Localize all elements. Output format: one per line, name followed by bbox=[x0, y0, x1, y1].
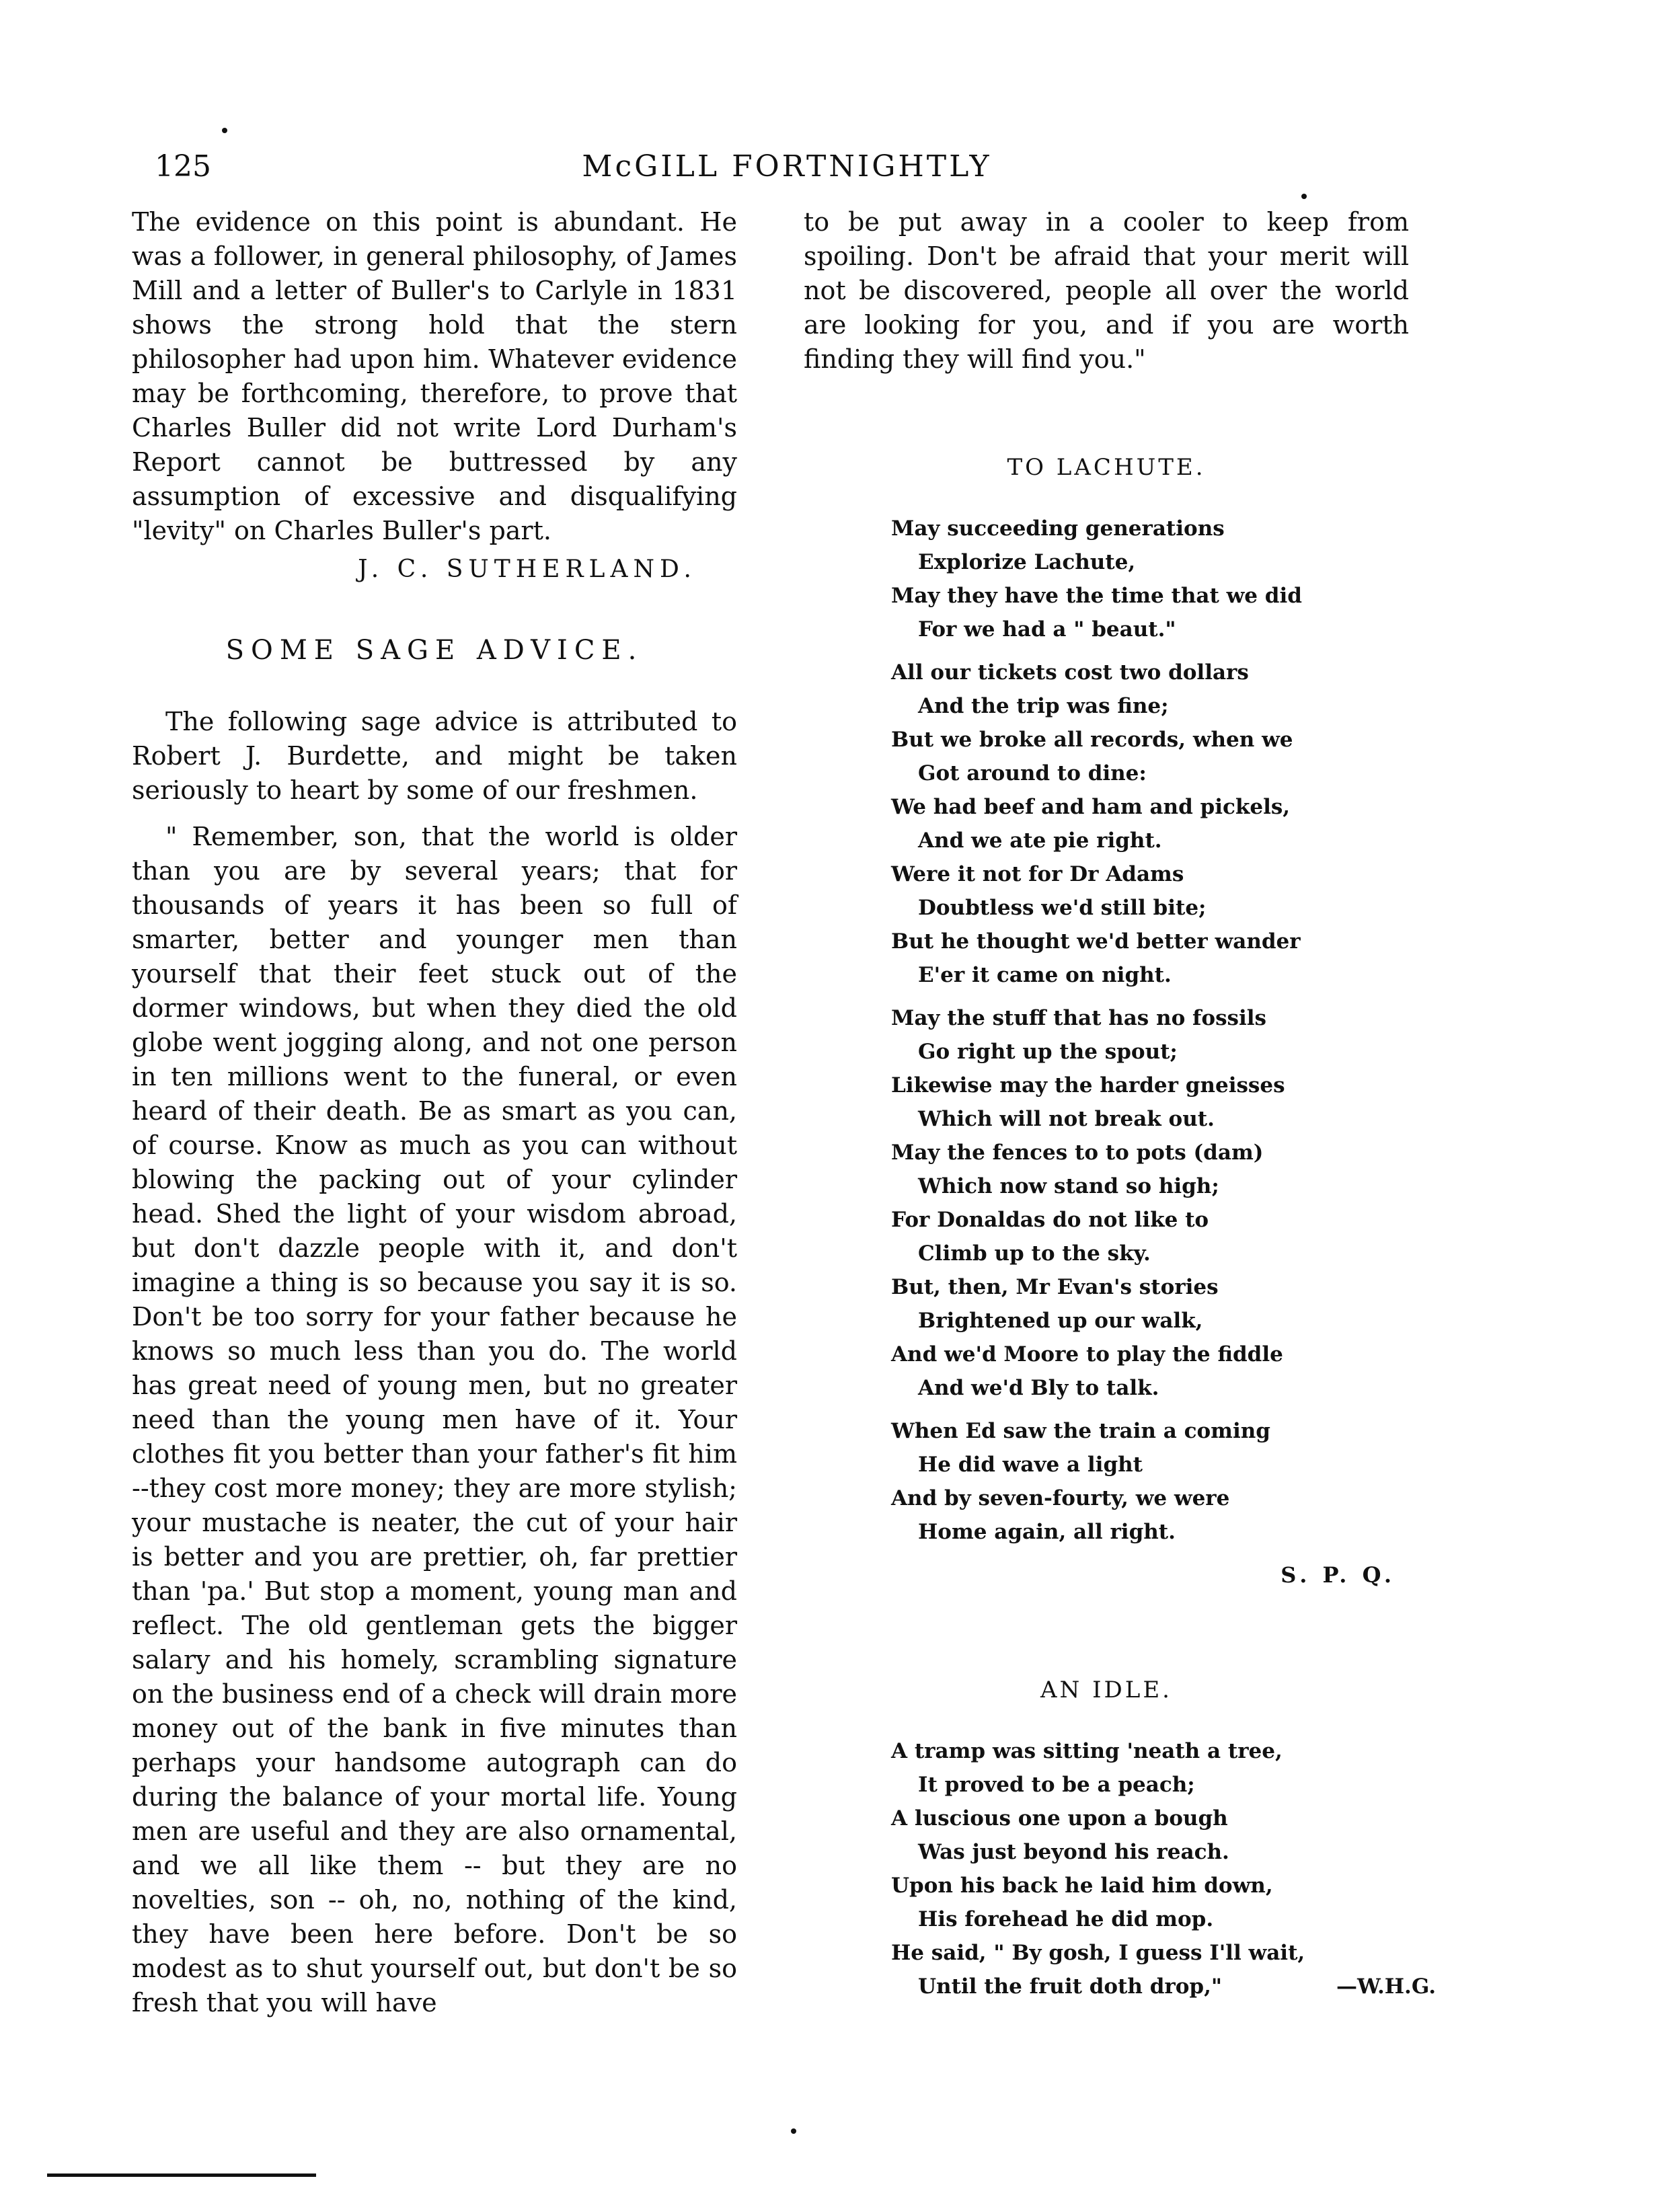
poem-title: TO LACHUTE. bbox=[1007, 454, 1206, 481]
poem-line: Which now stand so high; bbox=[918, 1174, 1219, 1198]
poem-line: Home again, all right. bbox=[918, 1520, 1176, 1544]
poem-line: When Ed saw the train a coming bbox=[891, 1419, 1270, 1443]
poem-line: May they have the time that we did bbox=[891, 584, 1302, 608]
poem-line: A tramp was sitting 'neath a tree, bbox=[891, 1739, 1283, 1763]
poem-line: For Donaldas do not like to bbox=[891, 1208, 1209, 1232]
poem-line: May the fences to to pots (dam) bbox=[891, 1141, 1264, 1165]
poem-line: We had beef and ham and pickels, bbox=[891, 795, 1291, 819]
section-title: SOME SAGE ADVICE. bbox=[225, 635, 644, 666]
right-column bbox=[804, 205, 1436, 2003]
poem-line: But we broke all records, when we bbox=[891, 728, 1293, 752]
poem-line: Upon his back he laid him down, bbox=[891, 1874, 1273, 1898]
poem-title: AN IDLE. bbox=[1040, 1677, 1172, 1703]
poem-line: For we had a " beaut." bbox=[918, 617, 1176, 642]
poem-line: And we ate pie right. bbox=[918, 829, 1162, 853]
poem-line: Which will not break out. bbox=[918, 1107, 1215, 1131]
page-number: 125 bbox=[155, 149, 211, 184]
poem-stanza bbox=[891, 1001, 1409, 1405]
poem-line: And the trip was fine; bbox=[918, 694, 1169, 718]
poem-line: May succeeding generations bbox=[891, 516, 1225, 541]
poem-line: Was just beyond his reach. bbox=[918, 1840, 1229, 1864]
left-column bbox=[132, 205, 737, 2020]
poem-stanza bbox=[891, 1414, 1409, 1549]
intro-paragraph: The following sage advice is attributed to Robert J. Burdette, and might be taken seriously to heart by some of our freshmen. bbox=[132, 707, 737, 805]
poem-an-idle bbox=[804, 1734, 1436, 2003]
poem-line: His forehead he did mop. bbox=[918, 1907, 1214, 1931]
poem-line: But, then, Mr Evan's stories bbox=[891, 1275, 1219, 1299]
advice-continued: to be put away in a cooler to keep from spoiling. Don't be afraid that your merit will not be discovered, people all over the world are looking for you, and if you are worth finding they will find you." bbox=[804, 207, 1409, 374]
running-title: McGILL FORTNIGHTLY bbox=[582, 149, 992, 184]
poem-stanza bbox=[891, 512, 1409, 646]
speck-mark bbox=[1301, 194, 1307, 199]
poem-line: Were it not for Dr Adams bbox=[891, 862, 1184, 886]
speck-mark bbox=[791, 2128, 796, 2134]
opening-paragraph: The evidence on this point is abundant. He was a follower, in general philosophy, of James Mill and a letter of Buller's to Carlyle in 1831 shows the strong hold that the stern philosopher had upon him. Whatever evidence may be forthcoming, therefore, to prove that Charles Buller did not write Lord Durham's Report cannot be buttressed by any assumption of excessive and disqualifying "levity" on Charles Buller's part. bbox=[132, 207, 737, 545]
speck-mark bbox=[222, 128, 227, 133]
footer-rule bbox=[47, 2173, 316, 2177]
poem-line: All our tickets cost two dollars bbox=[891, 660, 1249, 685]
poem-line: He did wave a light bbox=[918, 1453, 1143, 1477]
poem-line: Climb up to the sky. bbox=[918, 1241, 1151, 1266]
poem-line: But he thought we'd better wander bbox=[891, 929, 1301, 954]
poem-line: Likewise may the harder gneisses bbox=[891, 1073, 1285, 1098]
poem-stanza bbox=[891, 656, 1409, 992]
poem-line: It proved to be a peach; bbox=[918, 1773, 1195, 1797]
poem-line: Go right up the spout; bbox=[918, 1040, 1178, 1064]
advice-paragraph: " Remember, son, that the world is older than you are by several years; that for thousands of years it has been so full of smarter, better and younger men than yourself that their feet stuck out of the dormer windows, but when they died the old globe went jogging along, and not one person in ten millions went to the funeral, or even heard of their death. Be as smart as you can, of course. Know as much as you can without blowing the packing out of your cylinder head. Shed the light of your wisdom abroad, but don't dazzle people with it, and don't imagine a thing is so because you say it is so. Don't be too sorry for your father because he knows so much less than you do. The world has great need of young men, but no greater need than the young men have of it. Your clothes fit you better than your father's fit him --they cost more money; they are more stylish; your mustache is neater, the cut of your hair is better and you are prettier, oh, far prettier than 'pa.' But stop a moment, young man and reflect. The old gentleman gets the bigger salary and his homely, scrambling signature on the business end of a check will drain more money out of the bank in five minutes than perhaps your handsome autograph can do during the balance of your mortal life. Young men are useful and they are also ornamental, and we all like them -- but they are no novelties, son -- oh, no, nothing of the kind, they have been here before. Don't be so modest as to shut yourself out, but don't be so fresh that you will have bbox=[132, 822, 737, 2017]
poem-line: Got around to dine: bbox=[918, 761, 1147, 785]
poem-line: And we'd Moore to play the fiddle bbox=[891, 1342, 1283, 1367]
poem-line: And we'd Bly to talk. bbox=[918, 1376, 1159, 1400]
poem-line: And by seven-fourty, we were bbox=[891, 1486, 1230, 1510]
poem-signature: S. P. Q. bbox=[1281, 1562, 1396, 1588]
poem-last-line bbox=[891, 1970, 1436, 2003]
poem-line: E'er it came on night. bbox=[918, 963, 1172, 987]
article-signature: J. C. SUTHERLAND. bbox=[358, 555, 697, 583]
poem-line-text: Until the fruit doth drop," bbox=[918, 1974, 1223, 1999]
page-header bbox=[155, 149, 1419, 190]
poem-line: Explorize Lachute, bbox=[918, 550, 1136, 574]
poem-signature: —W.H.G. bbox=[1336, 1974, 1436, 1999]
poem-line: Doubtless we'd still bite; bbox=[918, 896, 1207, 920]
poem-line: He said, " By gosh, I guess I'll wait, bbox=[891, 1941, 1305, 1965]
poem-to-lachute bbox=[804, 512, 1409, 1549]
poem-line: Brightened up our walk, bbox=[918, 1309, 1203, 1333]
poem-line: A luscious one upon a bough bbox=[891, 1806, 1228, 1831]
poem-line: May the stuff that has no fossils bbox=[891, 1006, 1266, 1030]
